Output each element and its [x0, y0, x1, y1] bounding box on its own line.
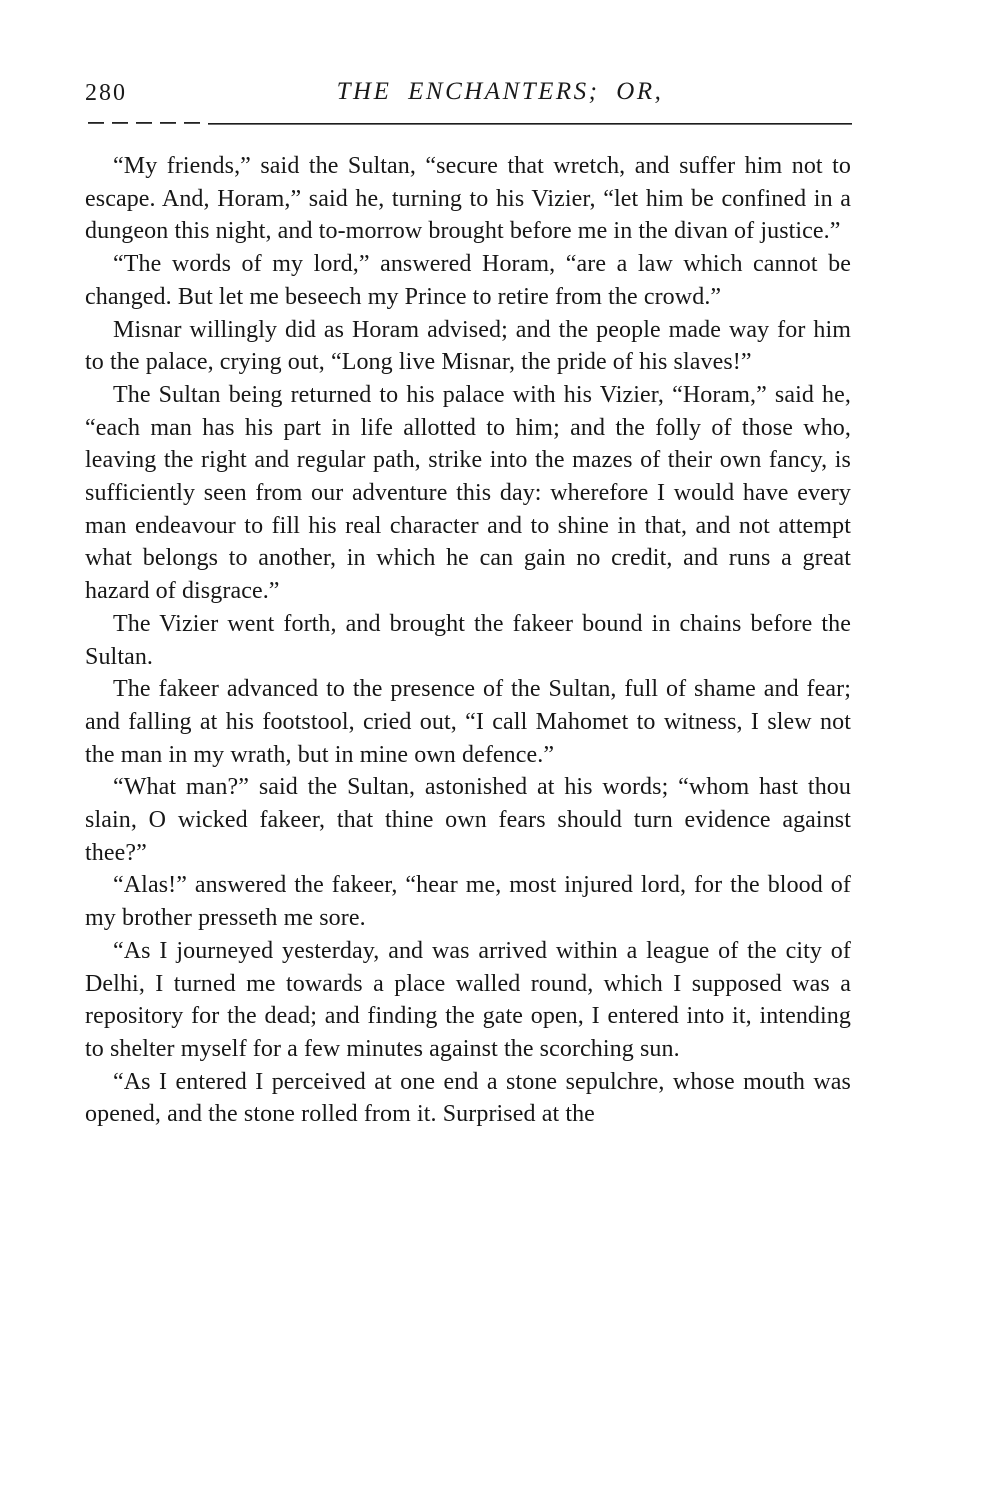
paragraph: The Vizier went forth, and brought the fakeer bound in chains before the Sultan. — [85, 610, 851, 670]
paragraph: “As I journeyed yesterday, and was arrived within a league of the city of Delhi, I turned me towards a place walled round, which I supposed was a repository for the dead; and finding the gate open, I entered into it, intending to shelter myself for a few minutes against the scorching sun. — [85, 937, 851, 1062]
paragraph: “As I entered I perceived at one end a stone sepulchre, whose mouth was opened, and the stone rolled from it. Surprised at the — [85, 1068, 851, 1128]
page-number: 280 — [85, 80, 127, 106]
paragraph: “The words of my lord,” answered Horam, “are a law which cannot be changed. But let me beseech my Prince to retire from the crowd.” — [85, 251, 851, 310]
paragraph: Misnar willingly did as Horam advised; and the people made way for him to the palace, crying out, “Long live Misnar, the pride of his slaves!” — [85, 316, 851, 376]
paragraph: “What man?” said the Sultan, astonished at his words; “whom hast thou slain, O wicked fakeer, that thine own fears should turn evidence against thee?” — [85, 774, 851, 866]
paragraph: “Alas!” answered the fakeer, “hear me, most injured lord, for the blood of my brother presseth me sore. — [85, 872, 851, 932]
paragraph: “My friends,” said the Sultan, “secure that wretch, and suffer him not to escape. And, Horam,” said he, turning to his Vizier, “let him be confined in a dungeon this night, and to-morrow brought before me in the divan of justice.” — [85, 153, 851, 245]
paragraph: The Sultan being returned to his palace with his Vizier, “Horam,” said he, “each man has his part in life allotted to him; and the folly of those who, leaving the right and regular path, strike into the mazes of their own fancy, is sufficiently seen from our adventure this day: wherefore I would have every man endeavour to fill his real character and to shine in that, and not attempt what belongs to another, in which he can gain no credit, and runs a great hazard of disgrace.” — [85, 381, 851, 605]
running-head — [0, 76, 1000, 116]
header-rule — [88, 122, 852, 125]
page-body — [85, 150, 851, 1131]
paragraph: The fakeer advanced to the presence of the Sultan, full of shame and fear; and falling at his footstool, cried out, “I call Mahomet to witness, I slew not the man in my wrath, but in mine own defence.” — [85, 676, 851, 768]
running-title: THE ENCHANTERS; OR, — [336, 78, 664, 105]
